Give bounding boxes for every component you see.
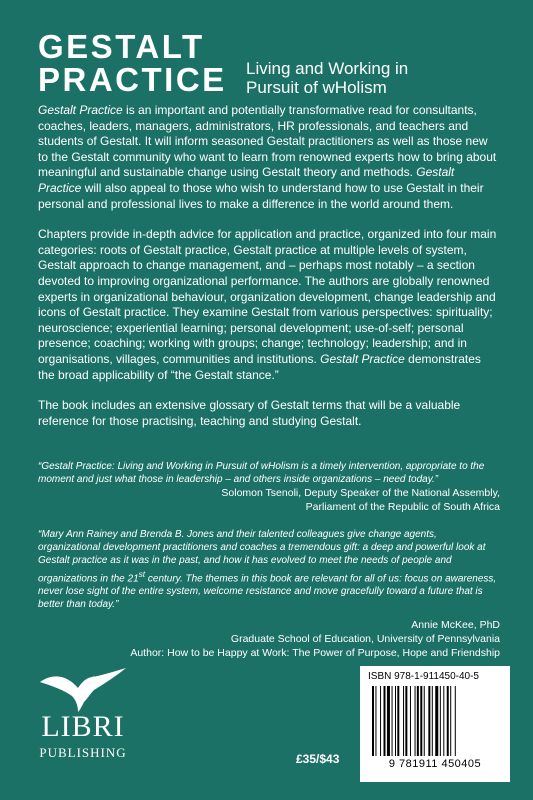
barcode-bar [392,686,393,756]
endorsement-attribution: Parliament of the Republic of South Africa [305,501,500,514]
barcode [360,666,510,782]
superscript: st [138,568,146,579]
barcode-bar [447,686,449,756]
title-emphasis: Gestalt Practice [320,351,405,366]
barcode-bar [372,686,374,756]
barcode-bar [395,686,396,756]
endorsement-attribution: Solomon Tsenoli, Deputy Speaker of the National Assembly, [221,487,500,500]
text: will also appeal to those who wish to understand how to use Gestalt in their personal and professional lives to make a difference in the world around them. [38,180,484,211]
book-subtitle: Living and Working in Pursuit of wHolism [246,59,409,97]
text: Chapters provide in-depth advice for application and practice, organized into four main categories: roots of Gestalt practice, Gestalt practice at multiple levels of system, Gestalt approach to change management, and – perhaps most notably – a section devoted to improving organizational performance. The authors are globally renowned experts in organizational behaviour, organization development, change leadership and icons of Gestalt practice. They examine Gestalt from various perspectives: spirituality; neuroscience; experiential learning; personal development; use-of-self; personal presence; coaching; working with groups; change; technology; leadership; and in organisations, villages, communities and institutions. [38,227,497,366]
barcode-bar [405,686,407,756]
barcode-bar [443,686,444,756]
book-title: GESTALT PRACTICE [38,28,227,98]
barcode-bar [455,686,456,756]
barcode-bar [397,686,399,756]
eagle-icon [38,668,128,712]
publisher-logo [38,668,128,778]
barcode-number: 9 781911 450405 [388,758,482,770]
endorsement-1 [38,460,500,514]
blurb [38,103,500,444]
endorsement-text [38,528,500,612]
text: is an important and potentially transformative read for consultants, coaches, leaders, managers, administrators, HR professionals, and teachers and students of Gestalt. It will inform seasoned Gestalt practitioners as well as those new to the Gestalt community who want to learn from renowned experts how to bring about meaningful and sustainable change using Gestalt theory and methods. [38,103,497,180]
barcode-bar [420,686,422,756]
barcode-bar [417,686,419,756]
endorsement-2 [38,528,500,660]
barcode-bar [387,686,390,756]
title-emphasis: Gestalt Practice [38,165,455,195]
title-emphasis: Gestalt Practice [38,103,123,117]
barcode-bar [375,686,376,756]
barcode-bar [384,686,386,756]
endorsement-attribution: Author: How to be Happy at Work: The Power of Purpose, Hope and Friendship [130,646,500,659]
barcode-bar [403,686,404,756]
text: “Mary Ann Rainey and Brenda B. Jones and their talented colleagues give change agents, organizational development practitioners and coaches a tremendous gift: a deep and powerful look at Gestalt practice as it was in the past, and how it has evolved to meet the needs of people and organizations in the 21 [38,529,486,584]
barcode-bar [424,686,425,756]
blurb-paragraph-3: The book includes an extensive glossary of Gestalt terms that will be a valuable reference for those practising, teaching and studying Gestalt. [38,398,461,428]
barcode-bar [415,686,416,756]
endorsement-attribution: Annie McKee, PhD [411,618,500,631]
endorsement-text: “Gestalt Practice: Living and Working in Pursuit of wHolism is a timely intervention, appropriate to the moment and just what those in leadership – and others inside organizations – need today.” [38,461,485,486]
publisher-name: LIBRI [41,710,125,743]
publisher-subname: PUBLISHING [39,745,127,760]
barcode-bar [450,686,451,756]
blurb-paragraph-1 [38,103,500,212]
text: century. The themes in this book are relevant for all of us: focus on awareness, never lose sight of the entire system, welcome resistance and move gracefully toward a future that is better than today.” [38,572,497,611]
endorsement-attribution: Graduate School of Education, University of Pennsylvania [230,632,500,645]
isbn-label: ISBN 978-1-911450-40-5 [368,671,479,682]
blurb-paragraph-2 [38,227,500,383]
barcode-bar [440,686,441,756]
barcode-bar [428,686,430,756]
barcode-bar [432,686,433,756]
barcode-bar [410,686,411,756]
barcode-bars [370,686,500,758]
price: £35/$43 [296,752,340,766]
header [38,28,508,98]
barcode-bar [380,686,381,756]
text: demonstrates the broad applicability of “the Gestalt stance.” [38,351,481,382]
barcode-bar [435,686,438,756]
